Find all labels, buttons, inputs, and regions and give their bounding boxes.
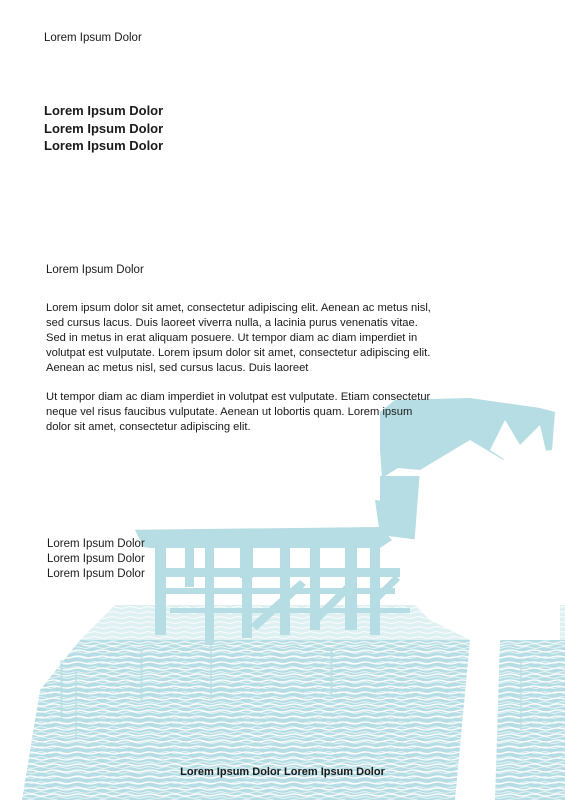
title-line: Lorem Ipsum Dolor: [44, 138, 164, 153]
body-paragraph: Lorem ipsum dolor sit amet, consectetur adipiscing elit. Aenean ac metus nisl, sed cursus lacus. Duis laoreet viverra nulla, a lacinia purus venenatis vitae. Sed in metus in erat aliquam posuere. Ut tempor diam ac diam imperdiet in volutpat est vulputate. Lorem ipsum dolor sit amet, consectetur adipiscing elit. Aenean ac metus nisl, sed cursus lacus. Duis laoreet: [46, 302, 431, 374]
page-title: [44, 102, 163, 155]
footer-text: Lorem Ipsum Dolor Lorem Ipsum Dolor: [180, 766, 385, 778]
body-copy: [46, 301, 438, 449]
list-item: Lorem Ipsum Dolor: [47, 553, 145, 565]
title-line: Lorem Ipsum Dolor: [44, 103, 164, 118]
section-label: Lorem Ipsum Dolor: [46, 264, 144, 276]
title-line: Lorem Ipsum Dolor: [44, 120, 164, 136]
label-list: [47, 537, 145, 582]
body-paragraph: Ut tempor diam ac diam imperdiet in volutpat est vulputate. Etiam consectetur neque vel risus faucibus vulputate. Aenean ut lobortis quam. Lorem ipsum dolor sit amet, consectetur adipiscing elit.: [46, 391, 431, 433]
header-label: Lorem Ipsum Dolor: [44, 32, 142, 44]
list-item: Lorem Ipsum Dolor: [47, 538, 145, 550]
list-item: Lorem Ipsum Dolor: [47, 568, 145, 580]
